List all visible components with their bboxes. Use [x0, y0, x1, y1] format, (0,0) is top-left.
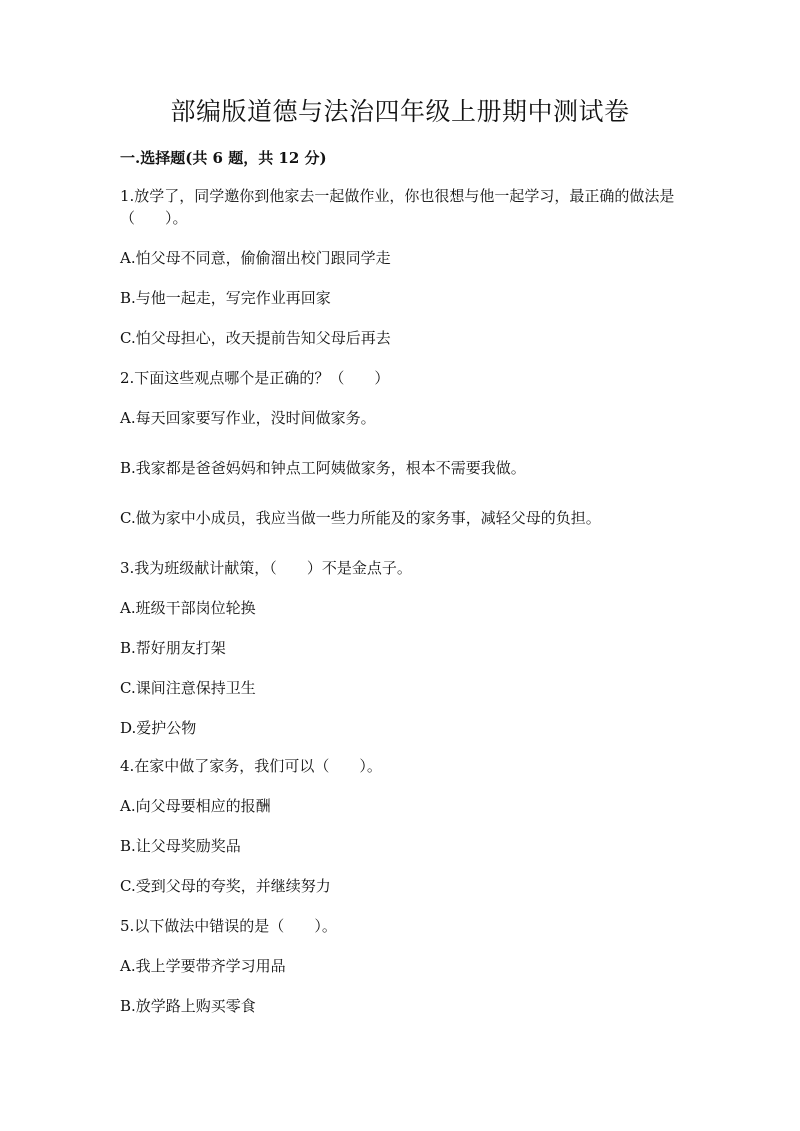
question-option: C.受到父母的夸奖，并继续努力	[120, 877, 331, 895]
question-stem: 5.以下做法中错误的是（ ）。	[120, 917, 337, 935]
question-stem: 3.我为班级献计献策，（ ）不是金点子。	[120, 559, 412, 577]
question-stem: 4.在家中做了家务，我们可以（ ）。	[120, 757, 382, 775]
question-option: A.怕父母不同意，偷偷溜出校门跟同学走	[120, 249, 391, 267]
question-option: B.放学路上购买零食	[120, 997, 256, 1015]
question-option: A.班级干部岗位轮换	[120, 599, 256, 617]
question-option: C.怕父母担心，改天提前告知父母后再去	[120, 329, 391, 347]
page-title: 部编版道德与法治四年级上册期中测试卷	[170, 97, 630, 126]
question-option: B.我家都是爸爸妈妈和钟点工阿姨做家务，根本不需要我做。	[120, 459, 526, 477]
question-option: A.向父母要相应的报酬	[120, 797, 271, 815]
section-heading: 一.选择题(共 6 题，共 12 分)	[120, 149, 327, 167]
question-option: C.做为家中小成员，我应当做一些力所能及的家务事，减轻父母的负担。	[120, 509, 601, 527]
question-stem: 2.下面这些观点哪个是正确的？（ ）	[120, 369, 390, 387]
question-option: C.课间注意保持卫生	[120, 679, 256, 697]
question-option: B.让父母奖励奖品	[120, 837, 241, 855]
question-option: A.我上学要带齐学习用品	[120, 957, 286, 975]
question-option: B.与他一起走，写完作业再回家	[120, 289, 331, 307]
question-stem: 1.放学了，同学邀你到他家去一起做作业，你也很想与他一起学习，最正确的做法是（ ）。	[120, 187, 675, 227]
question-option: B.帮好朋友打架	[120, 639, 226, 657]
question-option: D.爱护公物	[120, 719, 197, 737]
question-option: A.每天回家要写作业，没时间做家务。	[120, 409, 376, 427]
